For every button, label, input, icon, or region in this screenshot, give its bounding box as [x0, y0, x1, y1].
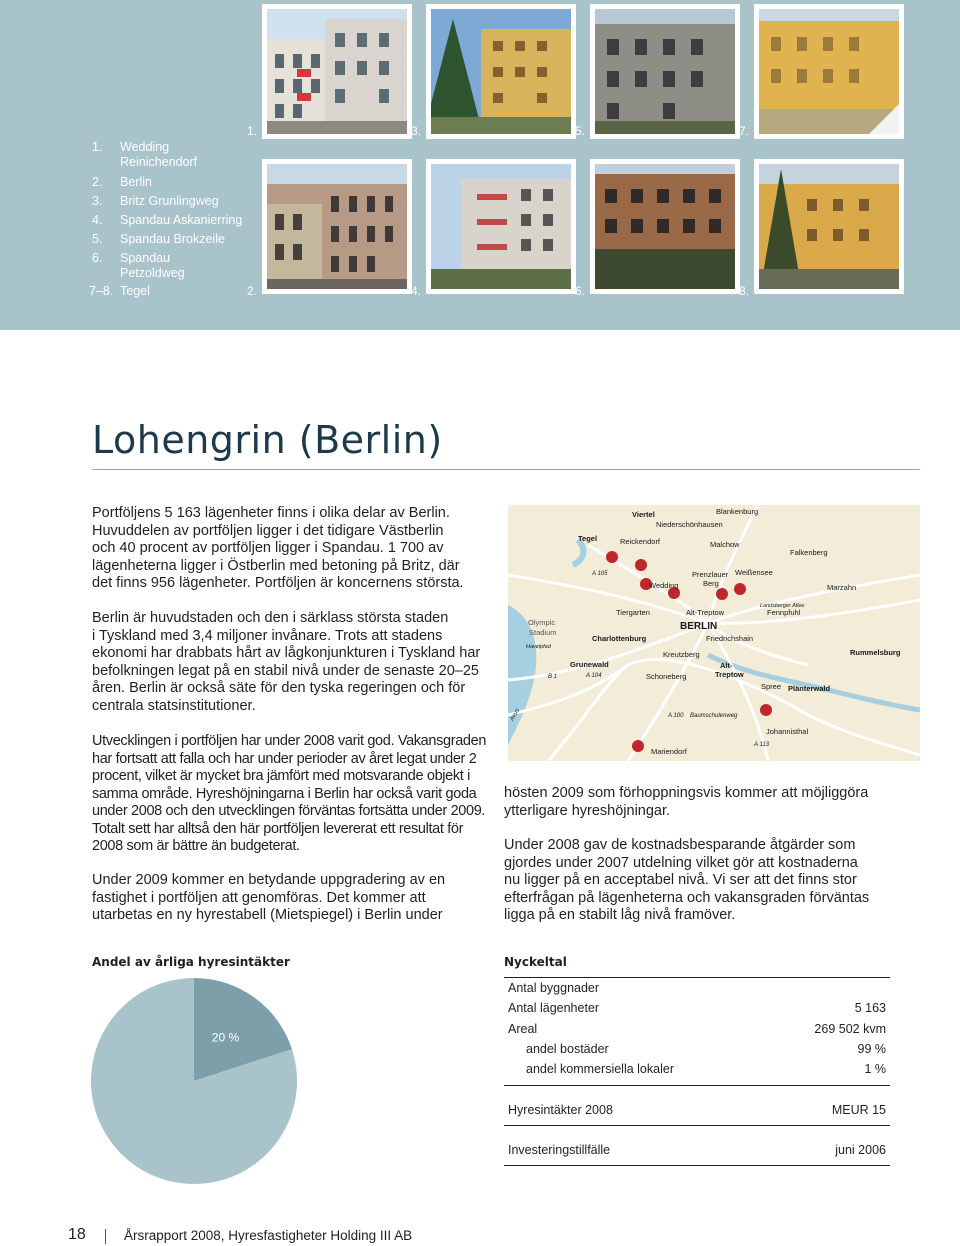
- page-number: 18: [68, 1226, 86, 1243]
- table-row: [504, 1022, 890, 1040]
- map-label: Kreutzberg: [663, 650, 700, 659]
- row-value: 5 163: [854, 1001, 886, 1015]
- legend-item: [92, 213, 242, 228]
- table-row: [504, 1042, 890, 1060]
- map-marker-tegel: [606, 551, 618, 563]
- legend-number: 7–8.: [89, 284, 114, 298]
- map-label: BERLIN: [680, 621, 718, 632]
- legend-name: Spandau: [120, 251, 171, 265]
- map-marker-baumschulenweg: [760, 704, 772, 716]
- photo-number: 6.: [575, 284, 586, 298]
- photo-number: 1.: [247, 124, 258, 138]
- heading-divider: [92, 469, 920, 470]
- map-label: Rummelsburg: [850, 648, 901, 657]
- photo-wedding-reinickendorf: [262, 4, 412, 139]
- map-label: Landsberger Allee: [760, 603, 805, 609]
- berlin-map: [508, 505, 920, 761]
- table-rule: [504, 1125, 890, 1126]
- map-label: Johannisthal: [766, 727, 809, 736]
- map-label: Marzahn: [827, 583, 857, 592]
- legend-number: 2.: [92, 175, 103, 189]
- intro-paragraph: Portföljens 5 163 lägenheter finns i olika delar av Berlin. Huvuddelen av portföljen ligger i det tidigare Västberlin och 40 procent av portföljen ligger i Spandau. 1 700 av lägenheterna ligger i Östberlin med betoning på Britz, där det finns 956 lägenheter. Portföljen är koncernens största.: [92, 505, 464, 591]
- map-label: Schoneberg: [646, 672, 687, 681]
- map-label: Blankenburg: [716, 507, 759, 516]
- map-label: Mariendorf: [651, 747, 687, 756]
- map-label: A 105: [592, 571, 608, 577]
- row-value: 99 %: [857, 1042, 886, 1056]
- map-label: Tegel: [578, 534, 598, 543]
- legend-name: Petzoldweg: [120, 266, 185, 280]
- legend-item: [92, 251, 185, 281]
- row-label: Antal byggnader: [508, 981, 600, 995]
- row-label: Areal: [508, 1022, 538, 1036]
- row-label: Hyresintäkter 2008: [508, 1103, 613, 1117]
- legend-item: [92, 232, 225, 247]
- row-value: 269 502 kvm: [814, 1022, 886, 1036]
- map-label: A 100: [668, 713, 684, 719]
- footer-publication: Årsrapport 2008, Hyresfastigheter Holding III AB: [124, 1228, 413, 1243]
- photo-spandau-askanierring: [426, 159, 576, 294]
- map-label: Reickendorf: [620, 537, 661, 546]
- map-label: Olympic: [528, 618, 556, 627]
- table-row: [504, 1143, 890, 1161]
- map-label: Weißensee: [735, 568, 773, 577]
- table-row: [504, 1062, 890, 1080]
- pie-slice-label: 20 %: [211, 1030, 240, 1045]
- map-label: Baumschulenweg: [690, 713, 738, 719]
- map-marker-reinickendorf: [635, 559, 647, 571]
- legend-name: Britz Grunlingweg: [120, 194, 219, 208]
- rent-share-pie-chart: [91, 978, 297, 1184]
- photo-number: 4.: [411, 284, 422, 298]
- map-label: Alt-Treptow: [686, 608, 725, 617]
- table-rule: [504, 1085, 890, 1086]
- photo-banner: [0, 0, 960, 330]
- map-label: Spree: [761, 682, 782, 691]
- legend-name: Wedding: [120, 140, 170, 154]
- photo-number: 8.: [739, 284, 750, 298]
- photo-number: 2.: [247, 284, 258, 298]
- map-label: Friedrichshain: [706, 634, 754, 643]
- map-label: Fennpfuhl: [767, 608, 801, 617]
- footer-divider: [105, 1229, 106, 1244]
- row-label: andel bostäder: [526, 1042, 609, 1056]
- map-label: Plänterwald: [788, 684, 831, 693]
- page-title: Lohengrin (Berlin): [92, 418, 443, 462]
- table-row: [504, 1103, 890, 1121]
- row-value: MEUR 15: [831, 1103, 886, 1117]
- map-label: Avus: [509, 707, 522, 723]
- table-row: [504, 981, 890, 999]
- photo-spandau-brokzeile: [590, 4, 740, 139]
- photo-tegel-1: [754, 4, 904, 139]
- row-label: Antal lägenheter: [508, 1001, 600, 1015]
- row-value: juni 2006: [835, 1143, 886, 1157]
- map-label: Grunewald: [570, 660, 609, 669]
- map-marker-mariendorf: [632, 740, 644, 752]
- photo-number: 3.: [411, 124, 422, 138]
- legend-item: [89, 284, 150, 299]
- map-label: Viertel: [632, 510, 655, 519]
- photo-spandau-petzoldweg: [590, 159, 740, 294]
- legend-name: Berlin: [120, 175, 152, 189]
- map-label: Alt-: [720, 661, 733, 670]
- map-label: Stadium: [529, 628, 557, 637]
- map-label: Treptow: [715, 670, 744, 679]
- legend-item: [92, 140, 197, 170]
- map-label: Niederschönhausen: [656, 520, 723, 529]
- map-label: Prenzlauer: [692, 570, 729, 579]
- row-label: Investeringstillfälle: [508, 1143, 611, 1157]
- row-value: 1 %: [864, 1062, 886, 1076]
- legend-item: [92, 175, 152, 190]
- berlin-paragraph: Berlin är huvudstaden och den i särklass största staden i Tyskland med 3,4 miljoner invånare. Trots att stadens ekonomi har drabbats hårt av lågkonjunkturen i Tyskland har befolkningen legat på en stabil nivå under de senaste 20–25 åren. Berlin är också säte för den tyska regeringen och för centrala statsinstitutioner.: [92, 610, 481, 714]
- photo-tegel-2: [754, 159, 904, 294]
- legend-name: Spandau Brokzeile: [120, 232, 225, 246]
- table-row: [504, 1001, 890, 1019]
- map-marker-weissensee: [734, 583, 746, 595]
- photo-britz: [426, 4, 576, 139]
- development-paragraph: Utvecklingen i portföljen har under 2008 varit god. Vakansgraden har fortsatt att falla och har under perioder av året legat under 2 procent, vilket är mycket bra jämfört med motsvarande objekt i samma område. Hyreshöjningarna i Berlin har också varit goda under 2008 och den utvecklingen förväntas fortsätta under 2009. Totalt sett har alltså den här portföljen levererat ett resultat för 2008 som är bättre än budgeterat.: [92, 733, 487, 854]
- map-label: Falkenberg: [790, 548, 828, 557]
- key-figures-title: Nyckeltal: [504, 955, 567, 969]
- map-marker-prenzlauer-berg: [716, 588, 728, 600]
- legend-name: Spandau Askanierring: [120, 213, 243, 227]
- photo-number: 7.: [739, 124, 750, 138]
- map-label: A 104: [586, 673, 602, 679]
- photo-number: 5.: [575, 124, 586, 138]
- right-paragraph-2: Under 2008 gav de kostnadsbesparande åtgärder som gjordes under 2007 utdelning vilket gör att kostnaderna nu ligger på en acceptabel nivå. Vi ser att det finns stor efterfrågan på lägenheterna och vakansgraden förväntas ligga på en stabilt låg nivå framöver.: [504, 837, 870, 923]
- legend-number: 6.: [92, 251, 103, 265]
- table-rule: [504, 1165, 890, 1166]
- legend-number: 3.: [92, 194, 103, 208]
- map-label: Havelpfad: [526, 644, 551, 650]
- row-label: andel kommersiella lokaler: [526, 1062, 674, 1076]
- table-rule: [504, 977, 890, 978]
- map-label: B 1: [548, 674, 558, 680]
- map-label: A 113: [754, 742, 770, 748]
- photo-berlin: [262, 159, 412, 294]
- legend-name: Reinichendorf: [120, 155, 198, 169]
- map-label: Malchow: [710, 540, 740, 549]
- legend-number: 5.: [92, 232, 103, 246]
- map-label: Tiergarten: [616, 608, 650, 617]
- map-label: Berg: [703, 579, 719, 588]
- pie-chart-title: Andel av årliga hyresintäkter: [92, 955, 290, 969]
- map-label: Charlottenburg: [592, 634, 647, 643]
- legend-item: [92, 194, 219, 209]
- legend-name: Tegel: [120, 284, 150, 298]
- upgrade-paragraph: Under 2009 kommer en betydande uppgradering av en fastighet i portföljen att genomföras. Det kommer att utarbetas en ny hyrestabell (Mietspiegel) i Berlin under: [92, 872, 446, 923]
- legend-number: 1.: [92, 140, 103, 154]
- right-paragraph-1: hösten 2009 som förhoppningsvis kommer att möjliggöra ytterligare hyreshöjningar.: [504, 785, 869, 819]
- legend-number: 4.: [92, 213, 103, 227]
- map-label: Wedding: [649, 581, 679, 590]
